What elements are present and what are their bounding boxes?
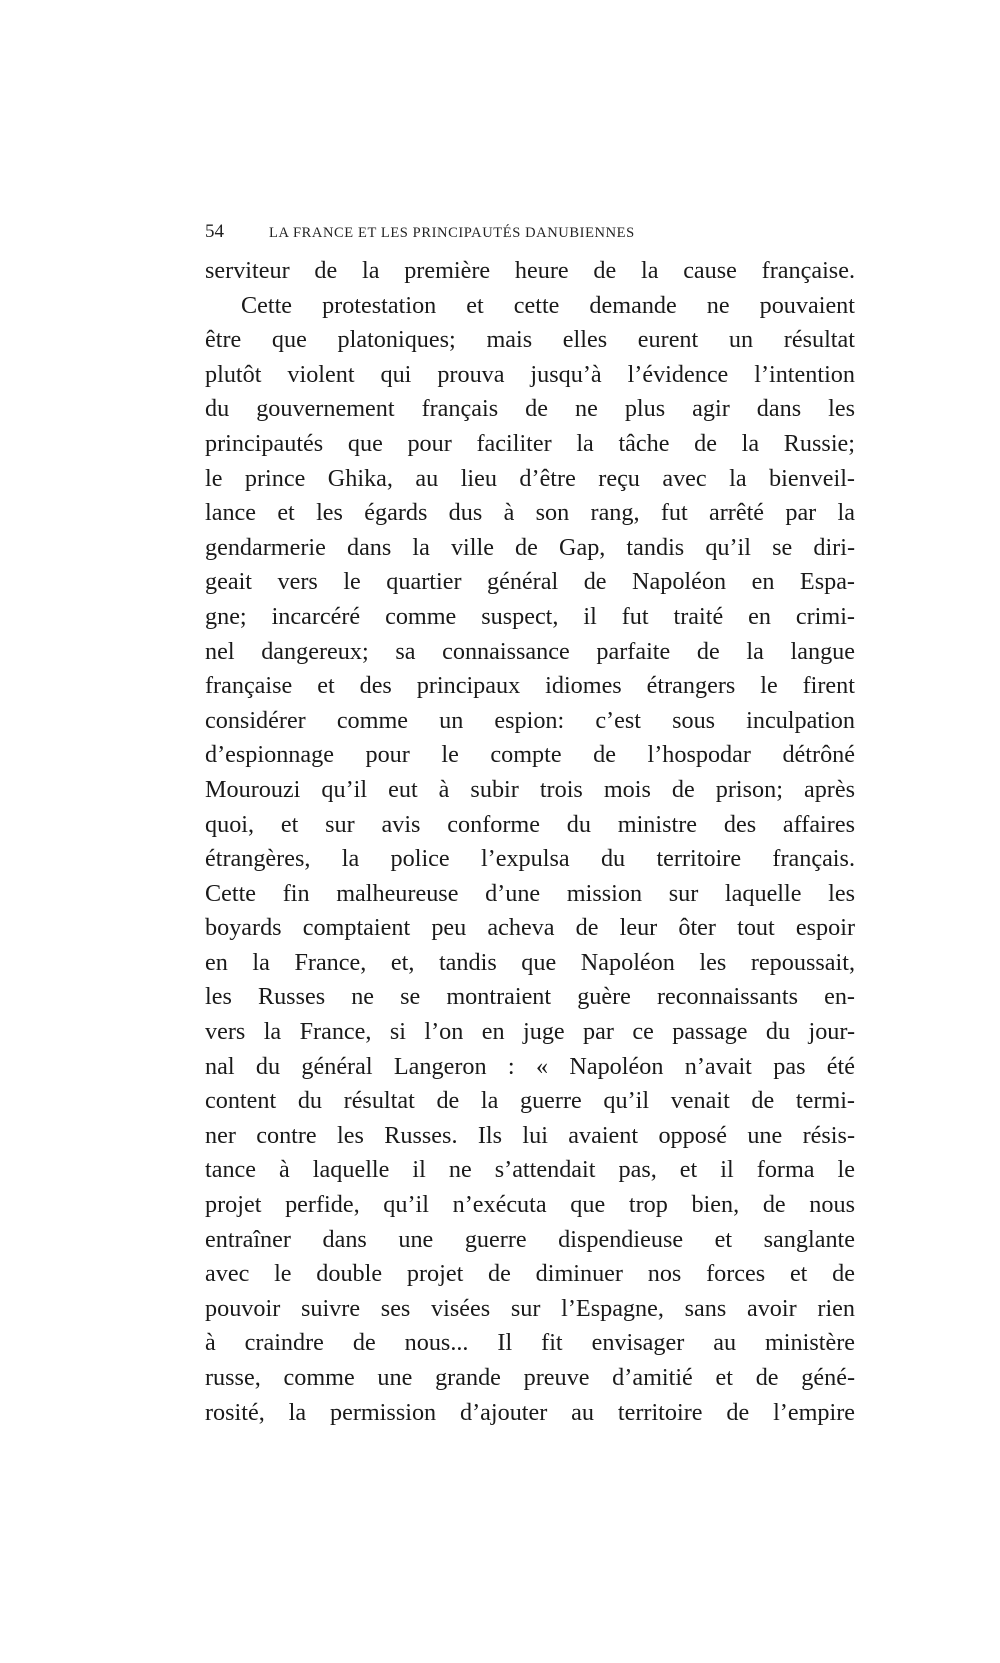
text-line: russe, comme une grande preuve d’amitié et de géné- <box>205 1364 855 1391</box>
text-line: du gouvernement français de ne plus agir dans les <box>205 395 855 423</box>
text-line: tance à laquelle il ne s’attendait pas, et il forma le <box>205 1156 855 1184</box>
text-line: principautés que pour faciliter la tâche de la Russie; <box>205 429 855 457</box>
text-line: Cette protestation et cette demande ne pouvaient <box>241 291 855 319</box>
text-line: d’espionnage pour le compte de l’hospodar détrôné <box>205 741 855 769</box>
text-line: nel dangereux; sa connaissance parfaite de la langue <box>205 637 855 665</box>
text-line: lance et les égards dus à son rang, fut arrêté par la <box>205 499 855 527</box>
text-line: le prince Ghika, au lieu d’être reçu avec la bienveil- <box>205 464 855 492</box>
text-line: en la France, et, tandis que Napoléon les repoussait, <box>205 948 855 976</box>
running-title: LA FRANCE ET LES PRINCIPAUTÉS DANUBIENNES <box>269 225 635 241</box>
text-line: Cette fin malheureuse d’une mission sur laquelle les <box>205 879 855 907</box>
text-line: plutôt violent qui prouva jusqu’à l’évidence l’intention <box>205 360 855 388</box>
text-line: avec le double projet de diminuer nos forces et de <box>205 1260 855 1288</box>
text-line: boyards comptaient peu acheva de leur ôter tout espoir <box>205 914 855 942</box>
text-line: rosité, la permission d’ajouter au territoire de l’empire <box>205 1398 855 1426</box>
text-line: entraîner dans une guerre dispendieuse et sanglante <box>205 1225 855 1253</box>
text-line: pouvoir suivre ses visées sur l’Espagne, sans avoir rien <box>205 1294 855 1322</box>
text-line: française et des principaux idiomes étrangers le firent <box>205 672 855 700</box>
text-line: étrangères, la police l’expulsa du territoire français. <box>205 845 855 873</box>
text-line: projet perfide, qu’il n’exécuta que trop bien, de nous <box>205 1191 855 1219</box>
text-line: content du résultat de la guerre qu’il venait de termi- <box>205 1087 855 1115</box>
text-line: serviteur de la première heure de la cause française. <box>205 257 855 284</box>
page-number: 54 <box>205 221 224 242</box>
text-line: vers la France, si l’on en juge par ce passage du jour- <box>205 1018 855 1046</box>
text-line: gendarmerie dans la ville de Gap, tandis qu’il se diri- <box>205 533 855 561</box>
text-line: considérer comme un espion: c’est sous inculpation <box>205 706 855 734</box>
text-line: ner contre les Russes. Ils lui avaient opposé une résis- <box>205 1121 855 1149</box>
text-line: nal du général Langeron : « Napoléon n’avait pas été <box>205 1052 855 1080</box>
text-line: les Russes ne se montraient guère reconnaissants en- <box>205 983 855 1011</box>
body-text <box>205 254 855 1430</box>
text-line: geait vers le quartier général de Napoléon en Espa- <box>205 568 855 596</box>
text-line: être que platoniques; mais elles eurent un résultat <box>205 326 855 354</box>
running-head <box>205 220 855 250</box>
text-line: Mourouzi qu’il eut à subir trois mois de prison; après <box>205 775 855 803</box>
text-line: quoi, et sur avis conforme du ministre des affaires <box>205 810 855 838</box>
text-line: à craindre de nous... Il fit envisager au ministère <box>205 1329 855 1357</box>
text-line: gne; incarcéré comme suspect, il fut traité en crimi- <box>205 602 855 630</box>
